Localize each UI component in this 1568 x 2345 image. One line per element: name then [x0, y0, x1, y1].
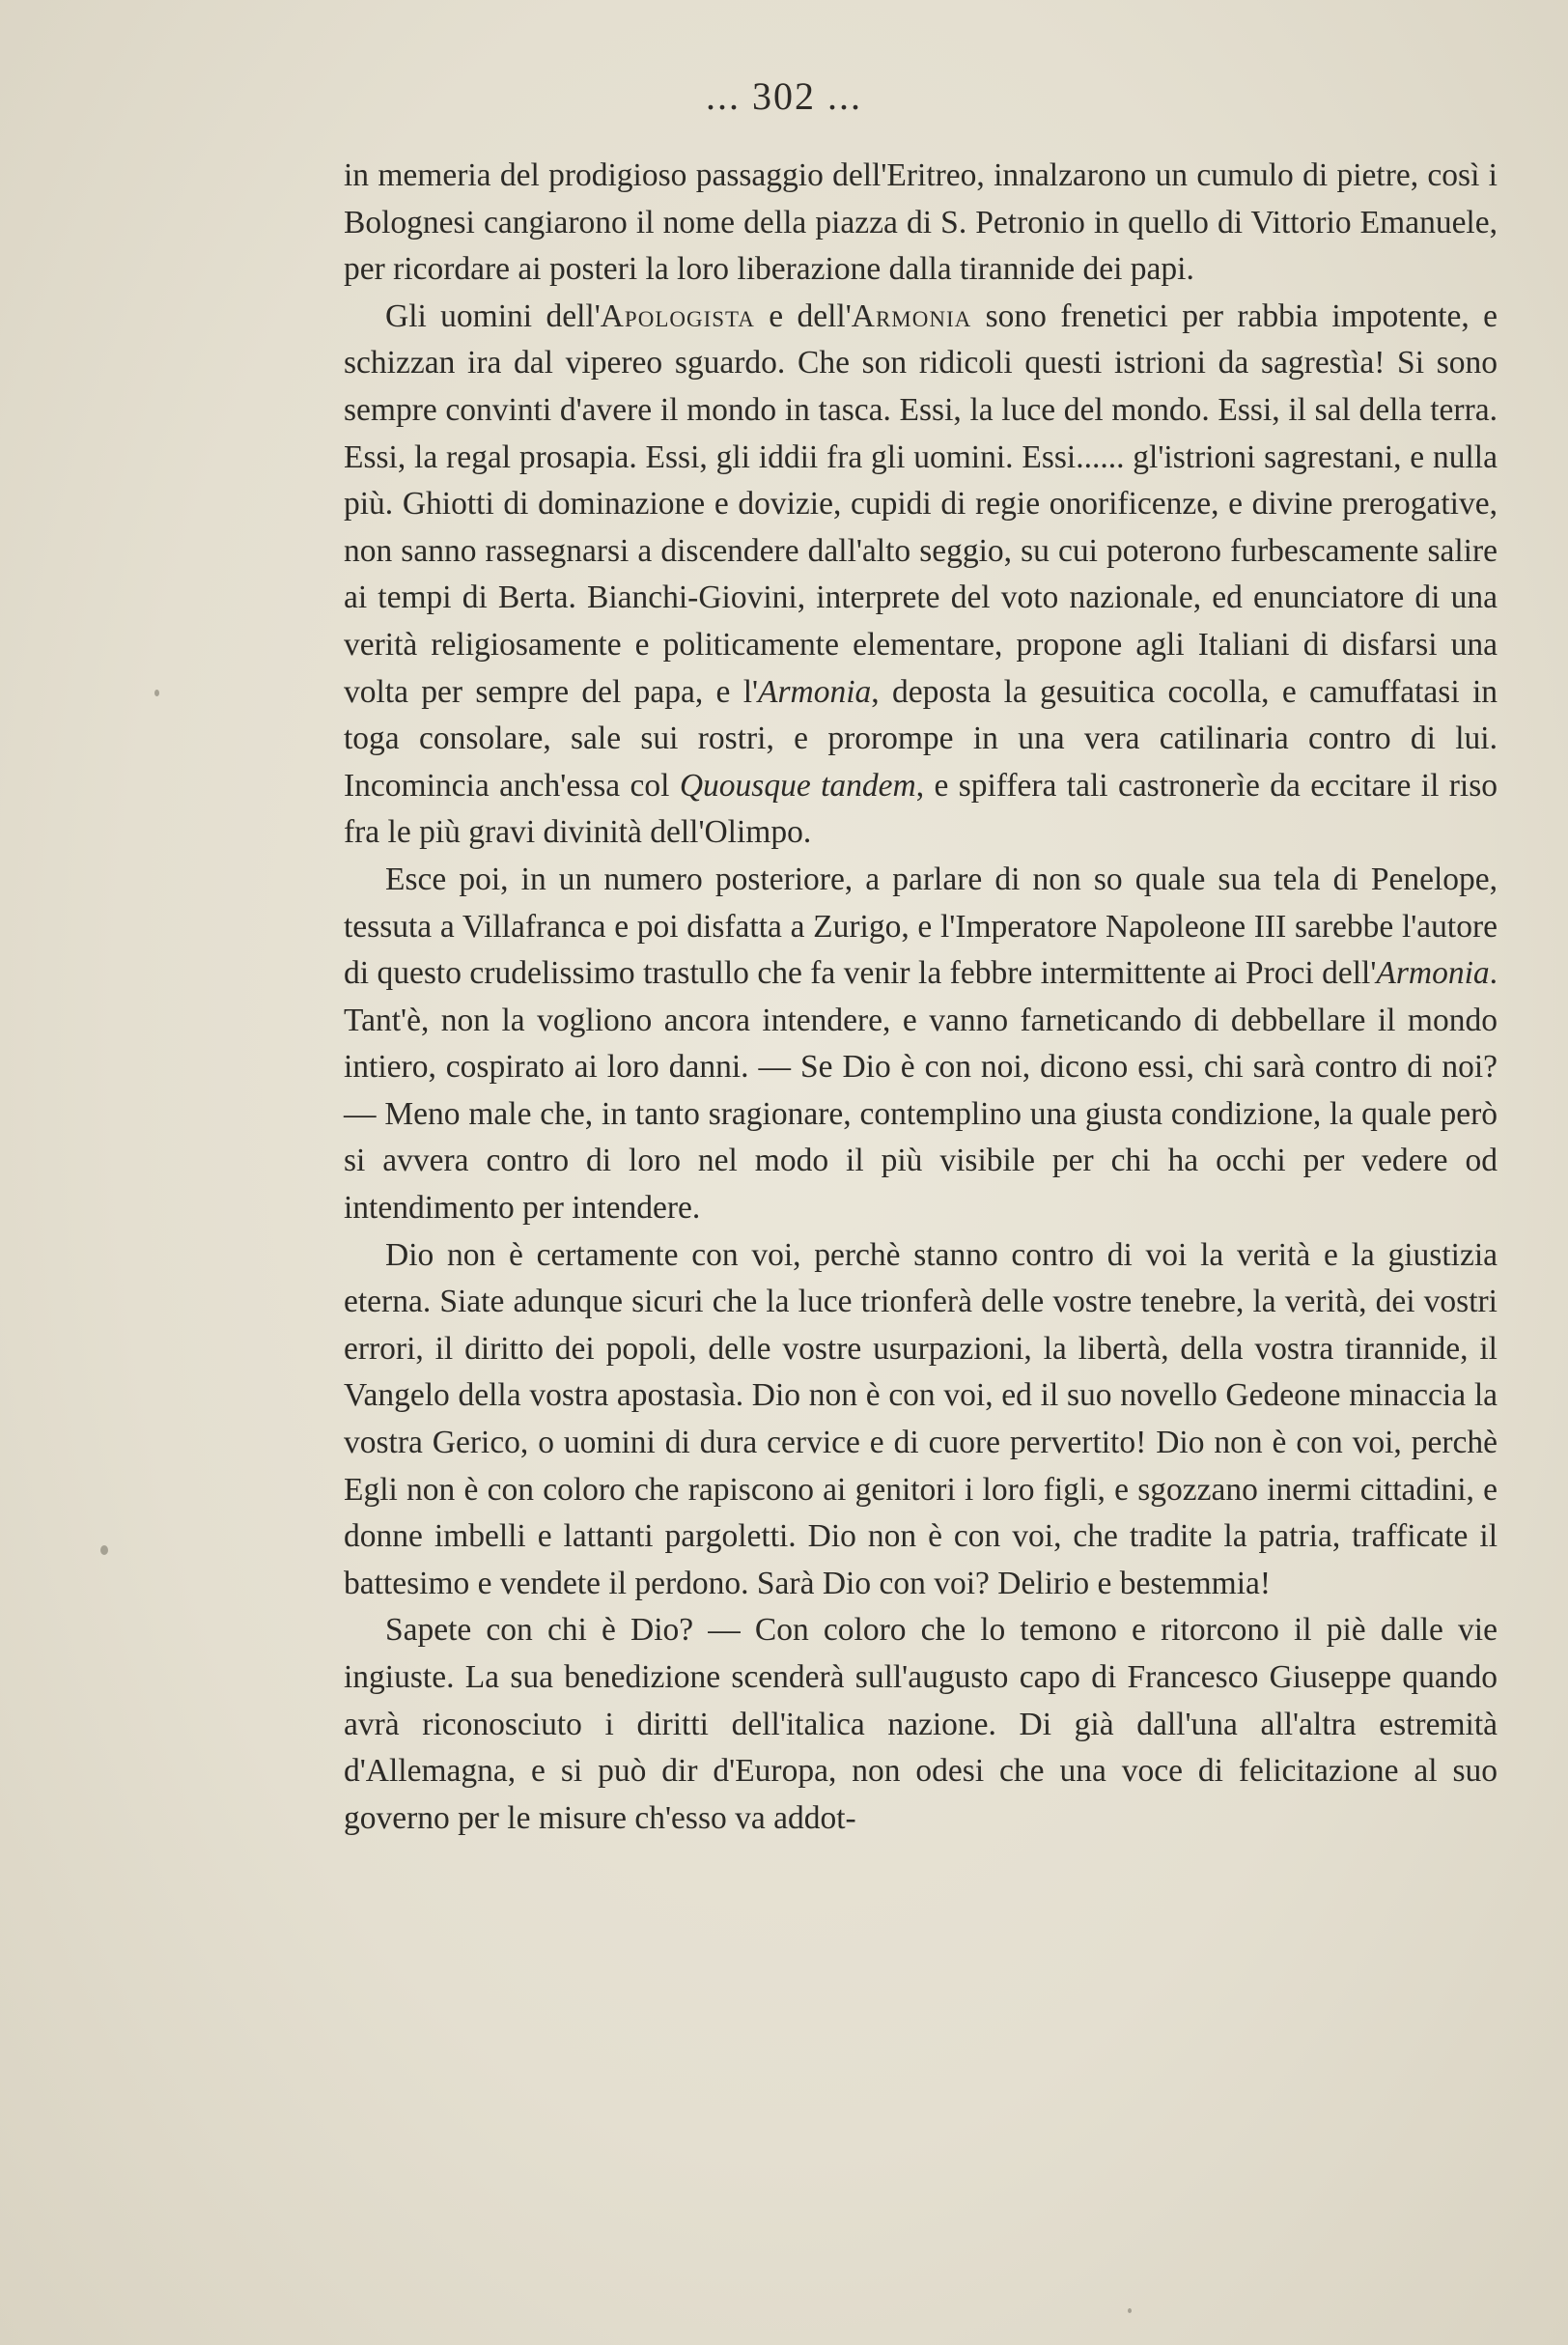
text-segment: , deposta la gesuitica cocolla, e camuffatasi in toga consolare, sale sui rostri, e prorompe in una vera catilinaria contro di lui. Incomincia anch'essa col	[344, 673, 1498, 804]
text-body	[344, 153, 1498, 1842]
text-segment: Dio non è certamente con voi, perchè stanno contro di voi la verità e la giustizia eterna. Siate adunque sicuri che la luce trionferà delle vostre tenebre, la verità, dei vostri errori, il diritto dei popoli, delle vostre usurpazioni, la libertà, della vostra tirannide, il Vangelo della vostra apostasìa. Dio non è con voi, ed il suo novello Gedeone minaccia la vostra Gerico, o uomini di dura cervice e di cuore pervertito! Dio non è con voi, perchè Egli non è con coloro che rapiscono ai genitori i loro figli, e sgozzano inermi cittadini, e donne imbelli e lattanti pargoletti. Dio non è con voi, che tradite la patria, trafficate il battesimo e vendete il perdono. Sarà Dio con voi? Delirio e bestemmia!	[344, 1236, 1498, 1601]
paragraph-5	[344, 1607, 1498, 1842]
italic-text: Armonia	[758, 673, 872, 710]
paper-speck	[154, 690, 159, 696]
text-segment: sono frenetici per rabbia impotente, e schizzan ira dal vipereo sguardo. Che son ridicoli questi istrioni da sagrestìa! Si sono sempre convinti d'avere il mondo in tasca. Essi, la luce del mondo. Essi, il sal della terra. Essi, la regal prosapia. Essi, gli iddii fra gli uomini. Essi...... gl'istrioni sagrestani, e nulla più. Ghiotti di dominazione e dovizie, cupidi di regie onorificenze, e divine prerogative, non sanno rassegnarsi a discendere dall'alto seggio, su cui poterono furbescamente salire ai tempi di Berta. Bianchi-Giovini, interprete del voto nazionale, ed enunciatore di una verità religiosamente e politicamente elementare, propone agli Italiani di disfarsi una volta per sempre del papa, e l'	[344, 297, 1498, 710]
paper-speck	[100, 1545, 108, 1555]
italic-text: Quousque tandem	[679, 767, 916, 804]
small-caps-text: Apologista	[600, 297, 755, 334]
text-segment: in memeria del prodigioso passaggio dell'Eritreo, innalzarono un cumulo di pietre, così i Bolognesi cangiarono il nome della piazza di S. Petronio in quello di Vittorio Emanuele, per ricordare ai posteri la loro liberazione dalla tirannide dei papi.	[344, 157, 1498, 288]
text-segment: Esce poi, in un numero posteriore, a parlare di non so quale sua tela di Penelope, tessuta a Villafranca e poi disfatta a Zurigo, e l'Imperatore Napoleone III sarebbe l'autore di questo crudelissimo trastullo che fa venir la febbre intermittente ai Proci dell'	[344, 861, 1498, 992]
text-segment: , e spiffera tali castronerìe da eccitare il riso fra le più gravi divinità dell'Olimpo.	[344, 767, 1498, 851]
paragraph-1	[344, 153, 1498, 294]
text-segment: e dell'	[754, 297, 852, 334]
paragraph-2	[344, 294, 1498, 857]
text-segment: Sapete con chi è Dio? — Con coloro che lo temono e ritorcono il piè dalle vie ingiuste. La sua benedizione scenderà sull'augusto capo di Francesco Giuseppe quando avrà riconosciuto i diritti dell'italica nazione. Di già dall'una all'altra estremità d'Allemagna, e si può dir d'Europa, non odesi che una voce di felicitazione al suo governo per le misure ch'esso va addot-	[344, 1612, 1498, 1836]
paragraph-3	[344, 857, 1498, 1232]
paper-speck	[1128, 2308, 1132, 2313]
paragraph-4	[344, 1232, 1498, 1608]
italic-text: Armonia	[1376, 955, 1490, 992]
small-caps-text: Armonia	[851, 297, 972, 334]
text-segment: . Tant'è, non la vogliono ancora intendere, e vanno farneticando di debbellare il mondo intiero, cospirato ai loro danni. — Se Dio è con noi, dicono essi, chi sarà contro di noi?— Meno male che, in tanto sragionare, contemplino una giusta condizione, la quale però si avvera contro di loro nel modo il più visibile per chi ha occhi per vedere od intendimento per intendere.	[344, 955, 1498, 1227]
text-segment: Gli uomini dell'	[385, 297, 601, 334]
page-number: ... 302 ...	[706, 74, 862, 118]
